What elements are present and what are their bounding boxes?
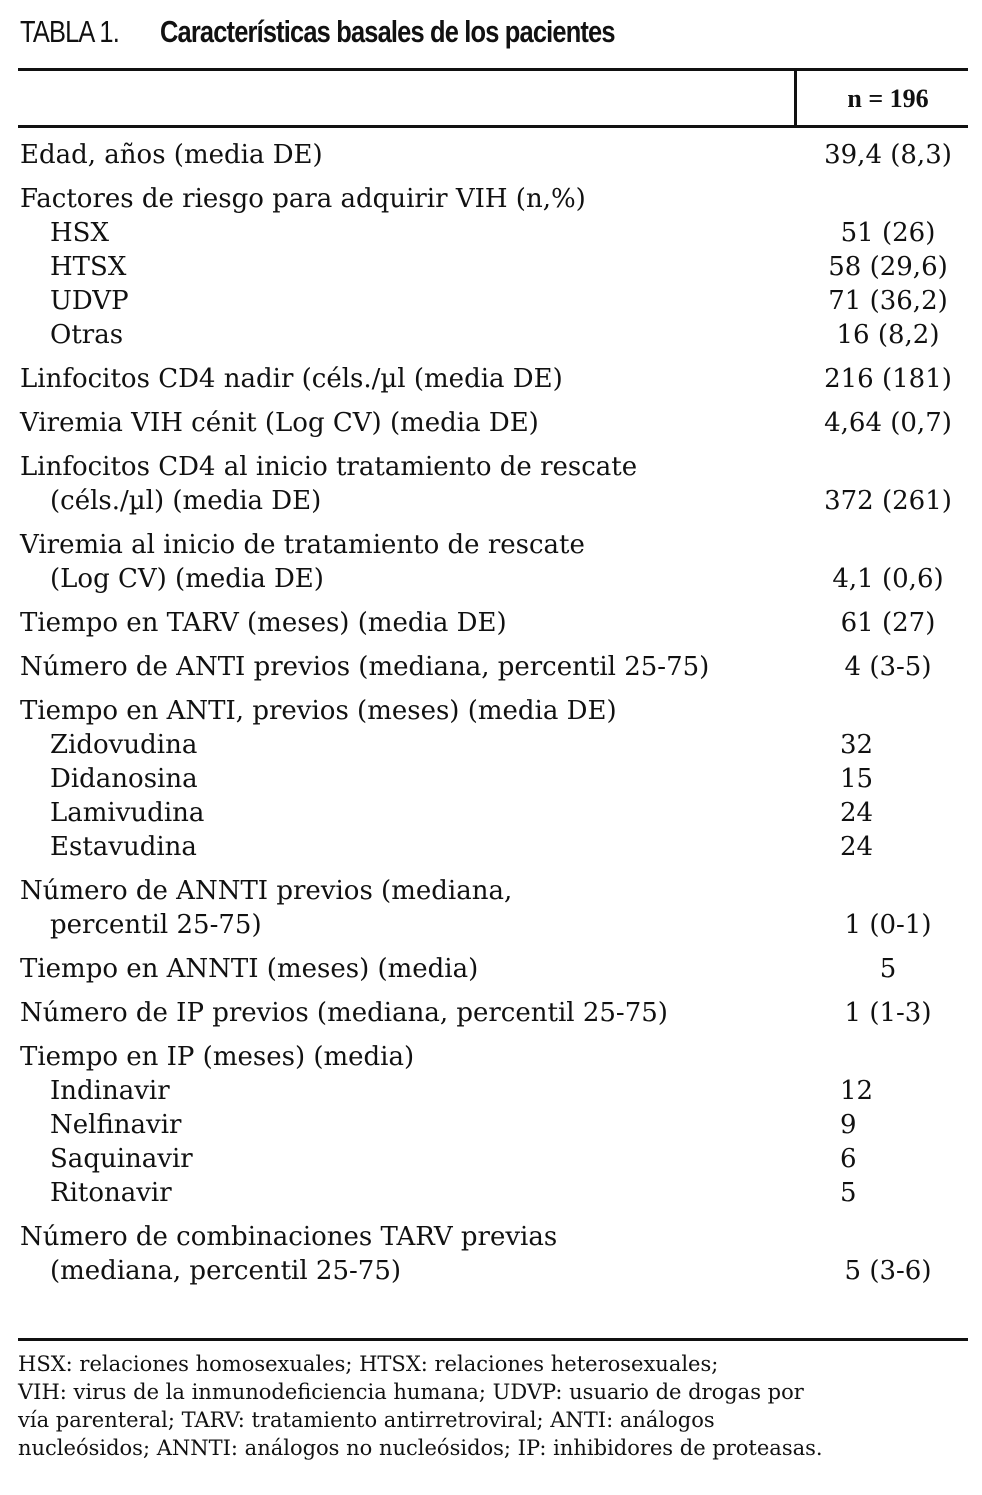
table-row-group	[18, 182, 968, 352]
row-value: 1 (1-3)	[844, 998, 932, 1028]
row-value: 4,1 (0,6)	[832, 564, 944, 594]
row-label: percentil 25-75)	[50, 910, 262, 940]
row-label: (mediana, percentil 25-75)	[50, 1256, 402, 1286]
row-value: 4,64 (0,7)	[824, 408, 952, 438]
table-number: TABLA 1.	[20, 14, 119, 49]
table-caption: Características basales de los pacientes	[160, 14, 615, 49]
table-row-group	[18, 406, 968, 440]
table-row-group	[18, 1040, 968, 1210]
row-label: Viremia al inicio de tratamiento de rescate	[20, 530, 585, 560]
row-label: Número de IP previos (mediana, percentil 25-75)	[20, 998, 668, 1028]
table-row	[18, 528, 968, 562]
column-header-n: n = 196	[847, 84, 929, 113]
row-label: Factores de riesgo para adquirir VIH (n,%)	[20, 184, 586, 214]
table-row	[18, 406, 968, 440]
row-label: UDVP	[50, 286, 129, 316]
table-row	[18, 1220, 968, 1254]
row-label: (céls./µl) (media DE)	[50, 486, 322, 516]
table-row	[18, 318, 968, 352]
footnote-line: nucleósidos; ANNTI: análogos no nucleósidos; IP: inhibidores de proteasas.	[18, 1436, 823, 1460]
table-row	[18, 830, 968, 864]
table-row-group	[18, 528, 968, 596]
row-value: 216 (181)	[824, 364, 952, 394]
row-value: 372 (261)	[824, 486, 952, 516]
footnote	[18, 1350, 968, 1462]
row-label: Tiempo en ANNTI (meses) (media)	[20, 954, 479, 984]
row-label: HSX	[50, 218, 109, 248]
table-row	[18, 796, 968, 830]
row-value: 61 (27)	[840, 608, 936, 638]
row-label: Ritonavir	[50, 1178, 172, 1208]
row-value: 9	[840, 1110, 857, 1140]
table-row	[18, 1142, 968, 1176]
row-value: 5	[879, 954, 897, 984]
row-value: 5 (3-6)	[844, 1256, 932, 1286]
table-row	[18, 250, 968, 284]
header-rule	[18, 125, 968, 128]
row-label: Lamivudina	[50, 798, 205, 828]
row-value: 24	[840, 798, 874, 828]
table-row	[18, 284, 968, 318]
row-label: Tiempo en TARV (meses) (media DE)	[20, 608, 507, 638]
table-row	[18, 1176, 968, 1210]
table-row	[18, 1254, 968, 1288]
row-label: Linfocitos CD4 nadir (céls./µl (media DE)	[20, 364, 563, 394]
table-row-group	[18, 606, 968, 640]
table-row-group	[18, 138, 968, 172]
table-row	[18, 606, 968, 640]
row-label: Estavudina	[50, 832, 197, 862]
row-label: Número de combinaciones TARV previas	[20, 1222, 558, 1252]
row-label: HTSX	[50, 252, 127, 282]
table-row	[18, 450, 968, 484]
table-row	[18, 952, 968, 986]
row-label: Didanosina	[50, 764, 198, 794]
table-title	[20, 14, 615, 50]
row-value: 71 (36,2)	[828, 286, 948, 316]
table-row-group	[18, 874, 968, 942]
row-value: 6	[840, 1144, 857, 1174]
table-row	[18, 562, 968, 596]
table-row	[18, 362, 968, 396]
row-label: Nelfinavir	[50, 1110, 182, 1140]
row-value: 4 (3-5)	[844, 652, 932, 682]
row-value: 24	[840, 832, 874, 862]
table-row-group	[18, 1220, 968, 1288]
table-row-group	[18, 362, 968, 396]
table-row	[18, 484, 968, 518]
footnote-line: vía parenteral; TARV: tratamiento antirretroviral; ANTI: análogos	[18, 1408, 715, 1432]
table-row	[18, 762, 968, 796]
row-label: Número de ANTI previos (mediana, percentil 25-75)	[20, 652, 710, 682]
top-rule	[18, 68, 968, 71]
table-row-group	[18, 694, 968, 864]
table-row-group	[18, 450, 968, 518]
row-value: 16 (8,2)	[836, 320, 940, 350]
table-row	[18, 1074, 968, 1108]
table-row	[18, 216, 968, 250]
row-label: Tiempo en IP (meses) (media)	[20, 1042, 415, 1072]
table-row	[18, 728, 968, 762]
row-label: Otras	[50, 320, 124, 350]
table-row	[18, 996, 968, 1030]
row-label: Saquinavir	[50, 1144, 193, 1174]
row-value: 5	[840, 1178, 857, 1208]
table-row	[18, 138, 968, 172]
table-row-group	[18, 952, 968, 986]
row-label: Tiempo en ANTI, previos (meses) (media DE)	[20, 696, 617, 726]
row-label: Indinavir	[50, 1076, 170, 1106]
table-row	[18, 650, 968, 684]
row-value: 32	[840, 730, 874, 760]
row-value: 1 (0-1)	[844, 910, 932, 940]
row-value: 39,4 (8,3)	[824, 140, 952, 170]
row-value: 15	[840, 764, 874, 794]
row-label: Zidovudina	[50, 730, 198, 760]
row-value: 58 (29,6)	[828, 252, 948, 282]
table-row-group	[18, 996, 968, 1030]
table-body	[18, 138, 968, 1298]
table-row	[18, 908, 968, 942]
column-divider	[794, 70, 797, 127]
row-label: Viremia VIH cénit (Log CV) (media DE)	[20, 408, 539, 438]
footnote-line: HSX: relaciones homosexuales; HTSX: relaciones heterosexuales;	[18, 1352, 719, 1376]
row-label: Número de ANNTI previos (mediana,	[20, 876, 513, 906]
bottom-rule	[18, 1338, 968, 1341]
table-row	[18, 874, 968, 908]
footnote-line: VIH: virus de la inmunodeficiencia humana; UDVP: usuario de drogas por	[18, 1380, 804, 1404]
table-row	[18, 694, 968, 728]
row-value: 51 (26)	[840, 218, 936, 248]
row-value: 12	[840, 1076, 874, 1106]
row-label: (Log CV) (media DE)	[50, 564, 324, 594]
row-label: Linfocitos CD4 al inicio tratamiento de rescate	[20, 452, 638, 482]
table-row	[18, 1108, 968, 1142]
table-row-group	[18, 650, 968, 684]
table-row	[18, 182, 968, 216]
table-row	[18, 1040, 968, 1074]
row-label: Edad, años (media DE)	[20, 140, 323, 170]
